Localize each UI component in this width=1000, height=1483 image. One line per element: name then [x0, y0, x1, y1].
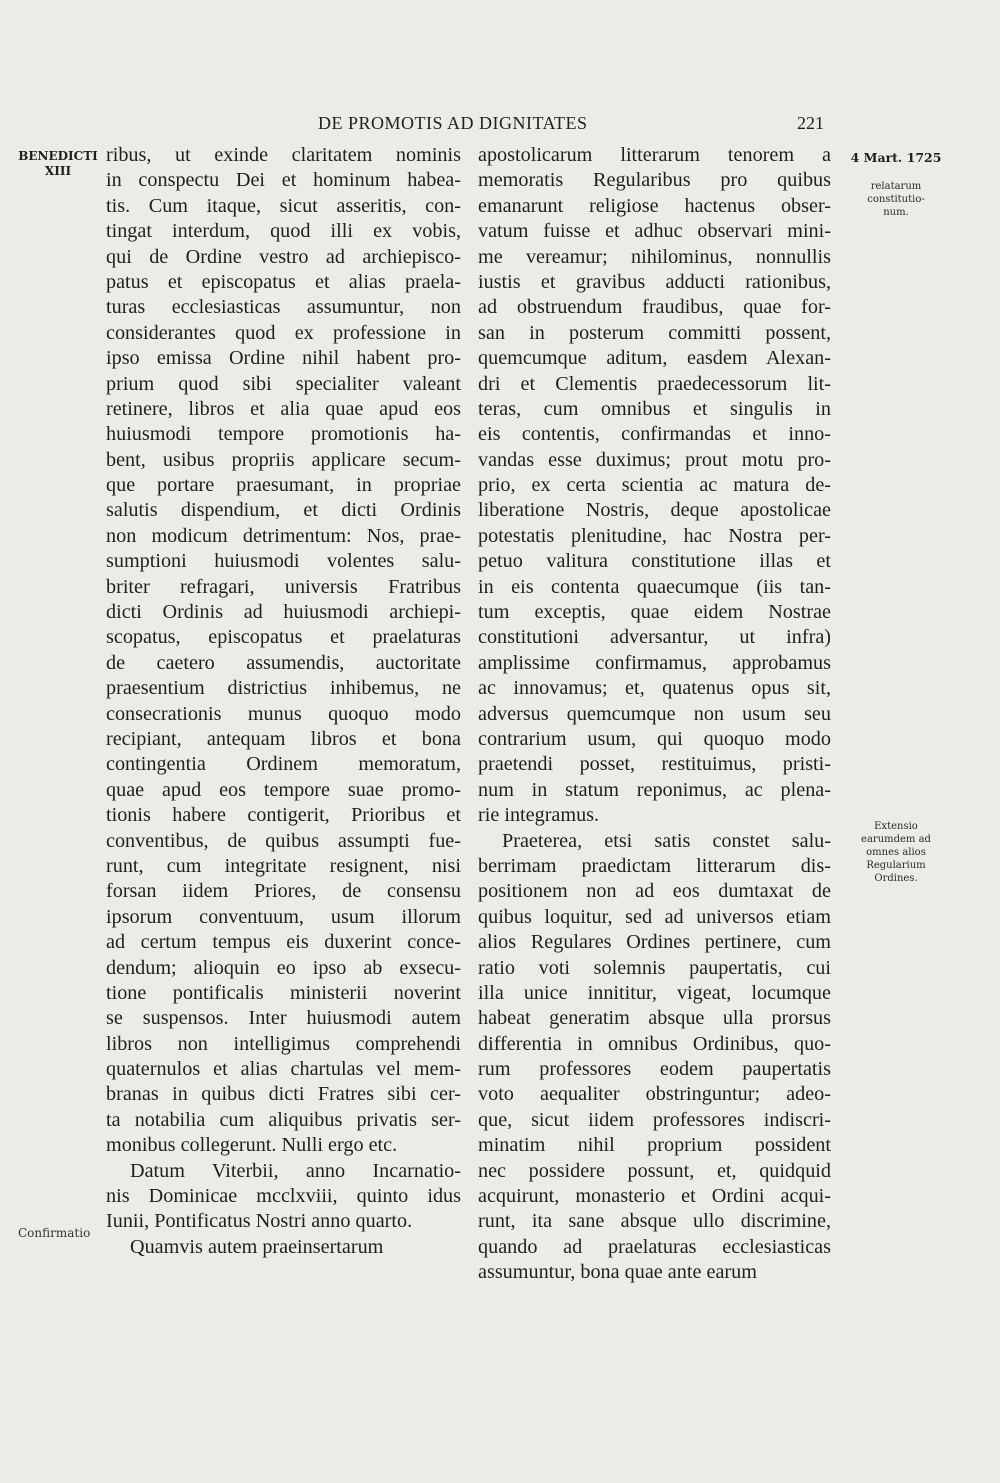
text-line: consecrationis munus quoquo modo: [106, 702, 461, 725]
text-line: tingat interdum, quod illi ex vobis,: [106, 220, 461, 243]
text-line: teras, cum omnibus et singulis in: [478, 397, 831, 420]
text-line: contrarium usum, qui quoquo modo: [478, 727, 831, 750]
text-line: habeat generatim absque ulla prorsus: [478, 1007, 831, 1030]
text-line: ad obstruendum fraudibus, quae for-: [478, 296, 831, 319]
text-line: Praeterea, etsi satis constet salu-: [502, 829, 831, 852]
text-line: minatim nihil proprium possident: [478, 1134, 831, 1157]
text-line: ta notabilia cum aliquibus privatis ser-: [106, 1108, 461, 1131]
margin-note-date: [840, 151, 952, 219]
text-line: amplissime confirmamus, approbamus: [478, 651, 831, 674]
text-line: dendum; alioquin eo ipso ab exsecu-: [106, 956, 461, 979]
text-line: num in statum reponimus, ac plena-: [478, 778, 831, 801]
text-line: scopatus, episcopatus et praelaturas: [106, 626, 461, 649]
text-line: praesentium districtius inhibemus, ne: [106, 677, 461, 700]
margin-confirmatio-note: Confirmatio: [18, 1226, 91, 1240]
text-line: ipsorum conventuum, usum illorum: [106, 905, 461, 928]
text-line: considerantes quod ex professione in: [106, 321, 461, 344]
text-line: qui de Ordine vestro ad archiepisco-: [106, 245, 461, 268]
text-line: ac innovamus; et, quatenus opus sit,: [478, 677, 831, 700]
text-line: tum exceptis, quae eidem Nostrae: [478, 601, 831, 624]
text-line: tis. Cum itaque, sicut asseritis, con-: [106, 194, 461, 217]
text-line: positionem non ad eos dumtaxat de: [478, 880, 831, 903]
text-line: que, sicut iidem professores indiscri-: [478, 1108, 831, 1131]
text-line: nec possidere possunt, et, quidquid: [478, 1159, 831, 1182]
text-line: eis contentis, confirmandas et inno-: [478, 423, 831, 446]
text-line: ipso emissa Ordine nihil habent pro-: [106, 347, 461, 370]
text-line: vandas esse duximus; prout motu pro-: [478, 448, 831, 471]
text-line: se suspensos. Inter huiusmodi autem: [106, 1007, 461, 1030]
text-line: in conspectu Dei et hominum habea-: [106, 169, 461, 192]
text-line: ribus, ut exinde claritatem nominis: [106, 144, 461, 166]
text-line: me vereamur; nihilominus, nonnullis: [478, 245, 831, 268]
text-line: recipiant, antequam libros et bona: [106, 727, 461, 750]
text-line: quaternulos et alias chartulas vel mem-: [106, 1058, 461, 1081]
text-line: briter refragari, universis Fratribus: [106, 575, 461, 598]
text-line: que portare praesumant, in propriae: [106, 474, 461, 497]
margin-note-relatarum: [840, 180, 952, 219]
text-line: praetendi posset, restituimus, pristi-: [478, 753, 831, 776]
text-line: prio, ex certa scientia ac matura de-: [478, 474, 831, 497]
text-line: voto aequaliter obstringuntur; adeo-: [478, 1083, 831, 1106]
text-line: runt, ita sane absque ullo discrimine,: [478, 1210, 831, 1233]
text-line: libros non intelligimus comprehendi: [106, 1032, 461, 1055]
text-line: differentia in omnibus Ordinibus, quo-: [478, 1032, 831, 1055]
text-line: dri et Clementis praedecessorum lit-: [478, 372, 831, 395]
text-line: Iunii, Pontificatus Nostri anno quarto.: [106, 1210, 413, 1233]
text-line: non modicum detrimentum: Nos, prae-: [106, 524, 461, 547]
right-text-column: [478, 143, 831, 1286]
text-line: runt, cum integritate resignent, nisi: [106, 854, 461, 877]
text-line: conventibus, de quibus assumpti fue-: [106, 829, 461, 852]
text-line: sumptioni huiusmodi volentes salu-: [106, 550, 461, 573]
text-line: ad certum tempus eis duxerint conce-: [106, 931, 461, 954]
text-line: potestatis plenitudine, hac Nostra per-: [478, 524, 831, 547]
text-line: liberatione Nostris, deque apostolicae: [478, 499, 831, 522]
margin-note-line: Regularium: [866, 860, 926, 871]
margin-date: 4 Mart. 1725: [850, 150, 942, 165]
margin-note-line: omnes alios: [866, 847, 926, 858]
text-line: quando ad praelaturas ecclesiasticas: [478, 1235, 831, 1258]
text-line: Datum Viterbii, anno Incarnatio-: [130, 1159, 461, 1182]
margin-pope-name: [18, 149, 98, 179]
text-line: patus et episcopatus et alias praela-: [106, 270, 461, 293]
text-line: in eis contenta quaecumque (iis tan-: [478, 575, 831, 598]
margin-note-line: relatarum: [870, 181, 922, 192]
margin-pope-line1: BENEDICTI: [18, 149, 98, 163]
text-line: Quamvis autem praeinsertarum: [130, 1235, 384, 1258]
text-line: emanarunt religiose hactenus obser-: [478, 194, 831, 217]
margin-note-line: constitutio-: [867, 194, 925, 205]
text-line: alios Regulares Ordines pertinere, cum: [478, 931, 831, 954]
text-line: illa unice innititur, vigeat, locumque: [478, 981, 831, 1004]
text-line: forsan iidem Priores, de consensu: [106, 880, 461, 903]
text-line: vatum fuisse et adhuc observari mini-: [478, 220, 831, 243]
margin-note-extensio: [840, 820, 952, 885]
text-line: quemcumque aditum, easdem Alexan-: [478, 347, 831, 370]
running-head: [0, 113, 1000, 137]
text-line: apostolicarum litterarum tenorem a: [478, 144, 831, 166]
margin-note-line: Ordines.: [874, 873, 918, 884]
running-title: DE PROMOTIS AD DIGNITATES: [318, 113, 588, 133]
text-line: bent, usibus propriis applicare secum-: [106, 448, 461, 471]
text-line: salutis dispendium, et dicti Ordinis: [106, 499, 461, 522]
text-line: ratio voti solemnis paupertatis, cui: [478, 956, 831, 979]
left-text-column: [106, 143, 461, 1260]
text-line: san in posterum committi possent,: [478, 321, 831, 344]
margin-pope-line2: XIII: [44, 164, 72, 178]
text-line: constitutioni adversantur, ut infra): [478, 626, 831, 649]
text-line: rie integramus.: [478, 804, 600, 827]
text-line: petuo valitura constitutione illas et: [478, 550, 831, 573]
margin-note-line: earumdem ad: [861, 834, 931, 845]
text-line: memoratis Regularibus pro quibus: [478, 169, 831, 192]
text-line: nis Dominicae mcclxviii, quinto idus: [106, 1185, 461, 1208]
text-line: de caetero assumendis, auctoritate: [106, 651, 461, 674]
text-line: contingentia Ordinem memoratum,: [106, 753, 461, 776]
text-line: branas in quibus dicti Fratres sibi cer-: [106, 1083, 461, 1106]
margin-note-line: Extensio: [874, 821, 918, 832]
text-line: huiusmodi tempore promotionis ha-: [106, 423, 461, 446]
text-line: tione pontificalis ministerii noverint: [106, 981, 461, 1004]
margin-note-line: num.: [883, 207, 909, 218]
text-line: turas ecclesiasticas assumuntur, non: [106, 296, 461, 319]
text-line: quibus loquitur, sed ad universos etiam: [478, 905, 831, 928]
text-line: tionis habere contigerit, Prioribus et: [106, 804, 461, 827]
text-line: rum professores eodem paupertatis: [478, 1058, 831, 1081]
text-line: monibus collegerunt. Nulli ergo etc.: [106, 1134, 398, 1157]
text-line: retinere, libros et alia quae apud eos: [106, 397, 461, 420]
text-line: berrimam praedictam litterarum dis-: [478, 854, 831, 877]
text-line: dicti Ordinis ad huiusmodi archiepi-: [106, 601, 461, 624]
text-line: quae apud eos tempore suae promo-: [106, 778, 461, 801]
text-line: acquirunt, monasterio et Ordini acqui-: [478, 1185, 831, 1208]
text-line: iustis et gravibus adducti rationibus,: [478, 270, 831, 293]
page-number: 221: [797, 113, 824, 133]
text-line: adversus quemcumque non usum seu: [478, 702, 831, 725]
text-line: assumuntur, bona quae ante earum: [478, 1261, 757, 1284]
text-line: prium quod sibi specialiter valeant: [106, 372, 461, 395]
